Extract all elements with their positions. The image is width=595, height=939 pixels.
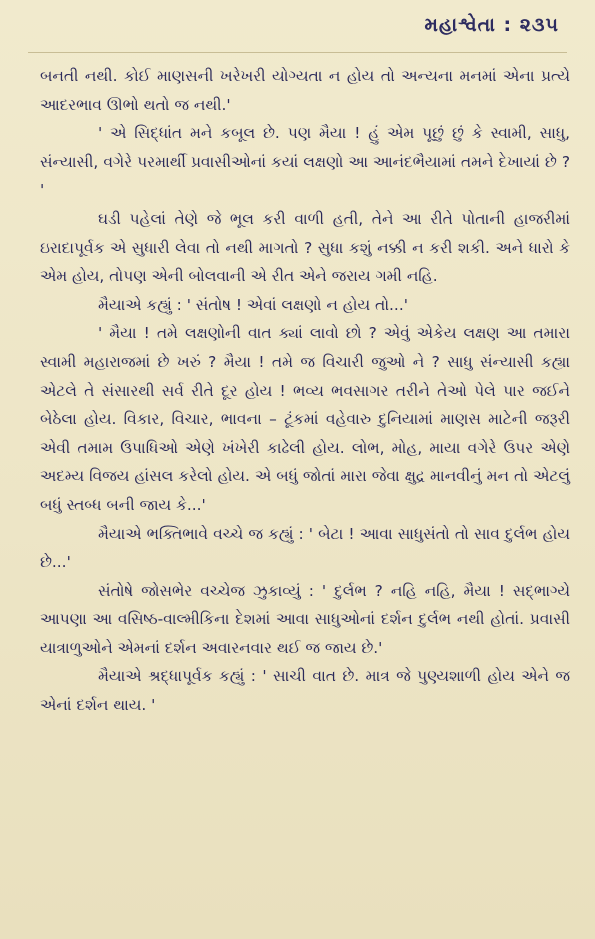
paragraph-5: ' મૈયા ! તમે લક્ષણોની વાત ક્યાં લાવો છો ? એવું એકેય લક્ષણ આ તમારા સ્વામી મહારાજમાં છે ખરું ? મૈયા ! તમે જ વિચારી જુઓ ને ? સાધુ સંન્યાસી કહ્યા એટલે તે સંસારથી સર્વ રીતે દૂર હોય ! ભવ્ય ભવસાગર તરીને તેઓ પેલે પાર જઈને બેઠેલા હોય. વિકાર, વિચાર, ભાવના – ટૂંકમાં વહેવારુ દુનિયામાં માણસ માટેની જરૂરી એવી તમામ ઉપાધિઓ એણે ખંખેરી કાઢેલી હોય. લોભ, મોહ, માયા વગેરે ઉપર એણે અદમ્ય વિજય હાંસલ કરેલો હોય. એ બધું જોતાં મારા જેવા ક્ષુદ્ર માનવીનું મન તો એટલું બધું સ્તબ્ધ બની જાય કે...' [40,324,570,514]
running-header: મહાશ્વેતા : ૨૩૫ [424,14,559,36]
paragraph-3: ઘડી પહેલાં તેણે જે ભૂલ કરી વાળી હતી, તેને આ રીતે પોતાની હાજરીમાં ઇરાદાપૂર્વક એ સુધારી લેવા તો નથી માગતો ? સુધા કશું નક્કી ન કરી શકી. અને ધારો કે એમ હોય, તોપણ એની બોલવાની એ રીત એને જરાય ગમી નહિ. [40,209,570,286]
paragraph-2: ' એ સિદ્ધાંત મને કબૂલ છે. પણ મૈયા ! હું એમ પૂછું છું કે સ્વામી, સાધુ, સંન્યાસી, વગેરે પરમાર્થી પ્રવાસીઓનાં કયાં લક્ષણો આ આનંદભૈયામાં તમને દેખાયાં છે ? ' [40,124,570,200]
paragraph-7: સંતોષે જોસભેર વચ્ચેજ ઝુકાવ્યું : ' દુર્લભ ? નહિ નહિ, મૈયા ! સદ્ભાગ્યે આપણા આ વસિષ્ઠ-વાલ્મીકિના દેશમાં આવા સાધુઓનાં દર્શન દુર્લભ નથી હોતાં. પ્રવાસી યાત્રાળુઓને એમનાં દર્શન અવારનવાર થઈ જ જાય છે.' [40,581,570,657]
paragraph-4: મૈયાએ કહ્યું : ' સંતોષ ! એવાં લક્ષણો ન હોય તો...' [98,295,408,314]
paragraph-1: બનતી નથી. કોઈ માણસની ખરેખરી યોગ્યતા ન હોય તો અન્યના મનમાં એના પ્રત્યે આદરભાવ ઊભો થતો જ નથી.' [40,67,570,114]
paragraph-6: મૈયાએ ભક્તિભાવે વચ્ચે જ કહ્યું : ' બેટા ! આવા સાધુસંતો તો સાવ દુર્લભ હોય છે...' [40,524,571,572]
page-body [40,62,570,720]
paragraph-8: મૈયાએ શ્રદ્ધાપૂર્વક કહ્યું : ' સાચી વાત છે. માત્ર જે પુણ્યશાળી હોય એને જ એનાં દર્શન થાય. ' [40,667,570,715]
header-divider [28,52,567,53]
